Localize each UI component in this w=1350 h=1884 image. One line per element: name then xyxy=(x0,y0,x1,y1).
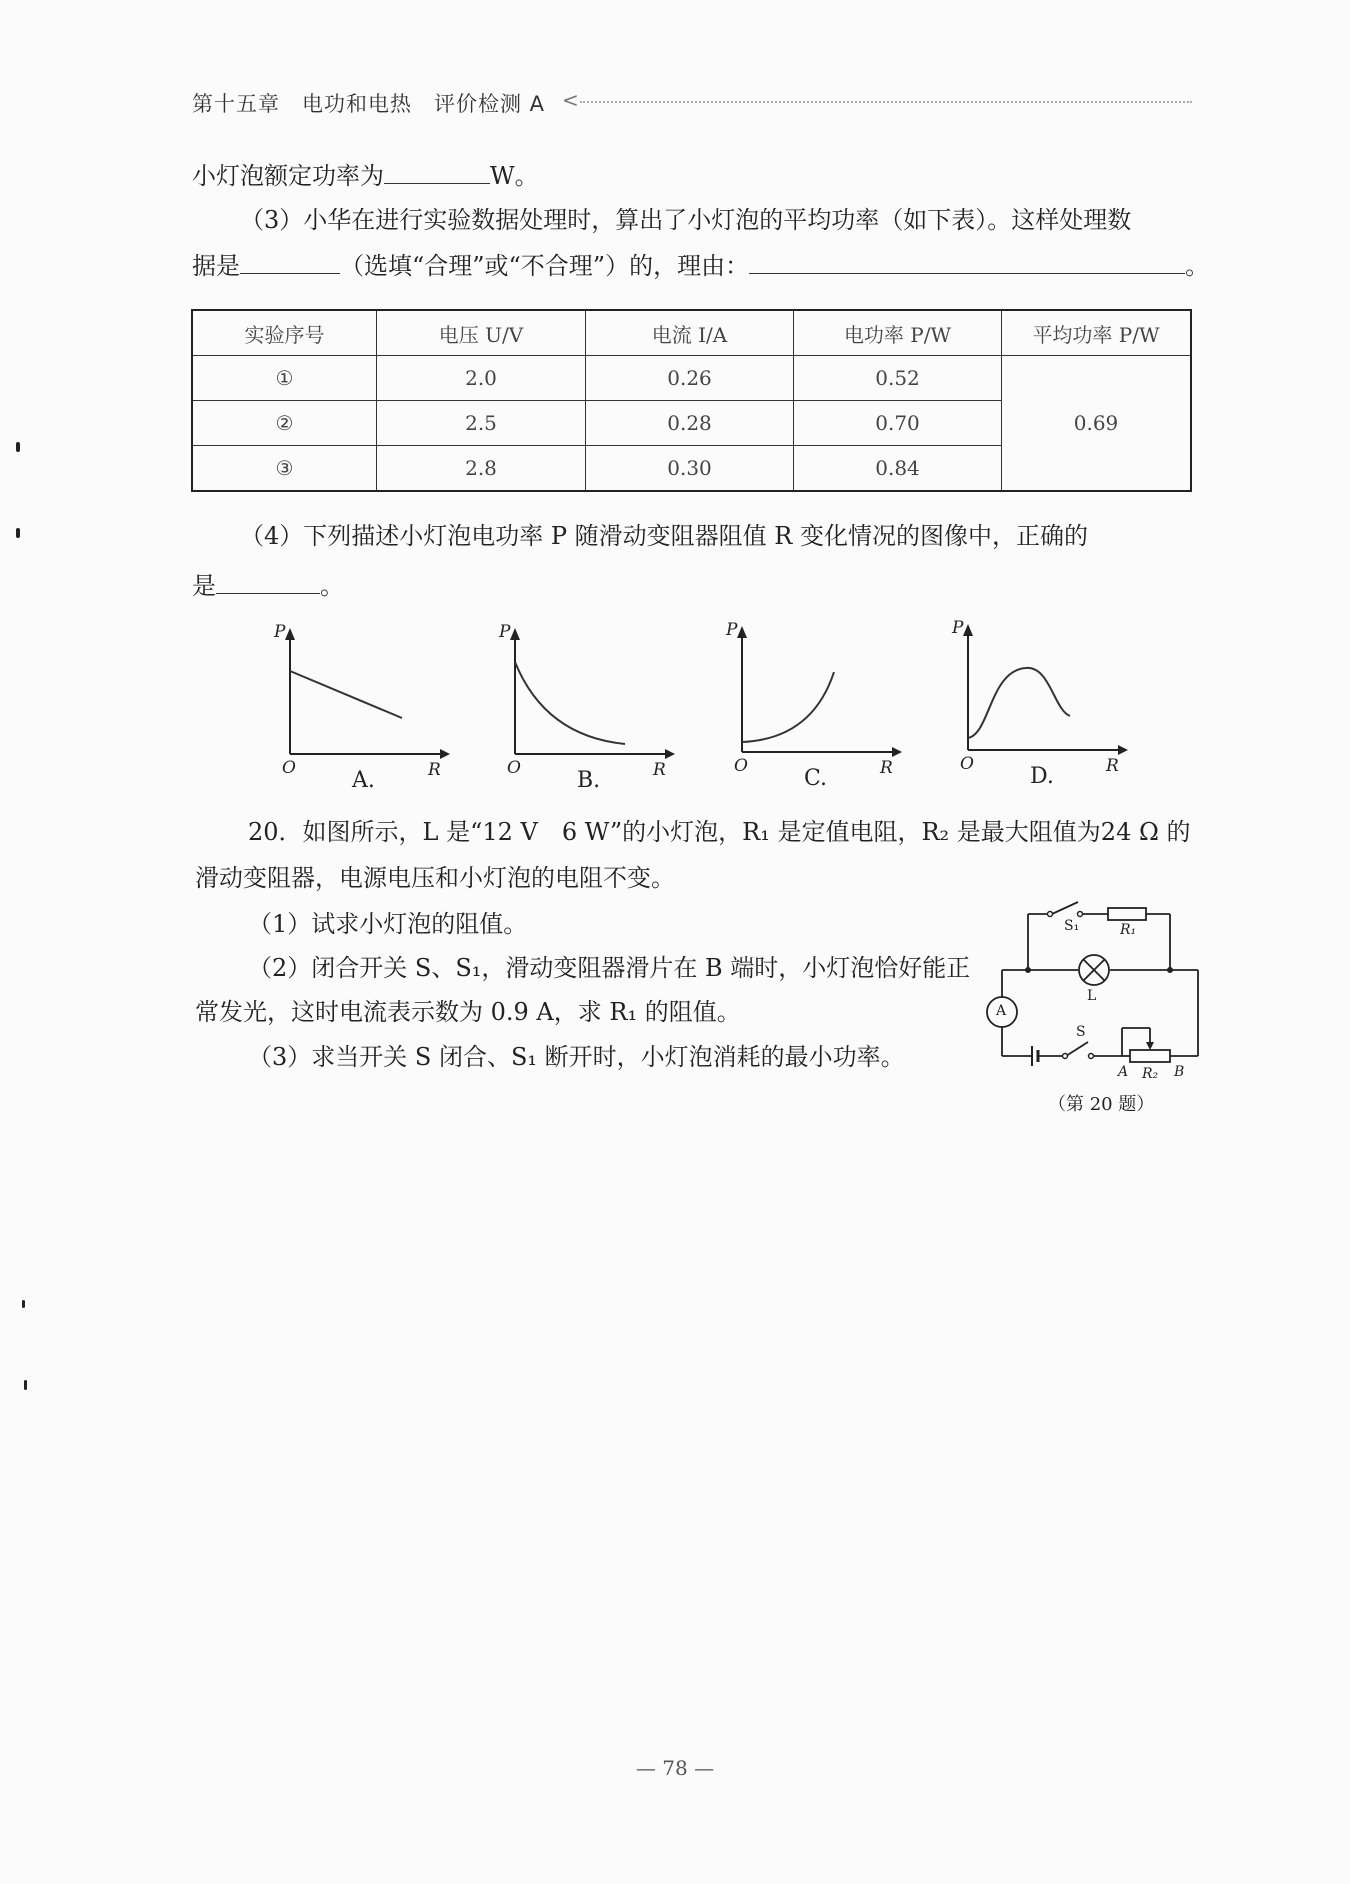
q19-part3-line1: （3）小华在进行实验数据处理时，算出了小灯泡的平均功率（如下表）。这样处理数 xyxy=(240,206,1132,234)
ammeter-label: A xyxy=(996,1003,1007,1019)
origin-label: O xyxy=(960,754,974,774)
junction-dot xyxy=(1167,967,1173,973)
table-row xyxy=(192,356,1191,401)
table-header-row xyxy=(192,310,1191,356)
graph-c xyxy=(722,620,912,794)
graph-a xyxy=(270,622,460,796)
p-label: P xyxy=(274,622,286,642)
page-header: 第十五章 电功和电热 评价检测 A xyxy=(192,92,546,116)
origin-label: O xyxy=(282,758,296,778)
table-cell: 2.8 xyxy=(377,446,586,492)
curve-d xyxy=(968,668,1070,738)
r1-label: R₁ xyxy=(1120,922,1137,938)
q20-sub1: （1）试求小灯泡的阻值。 xyxy=(248,910,528,938)
r2-label: R₂ xyxy=(1142,1066,1159,1082)
graph-d xyxy=(948,618,1138,792)
curve-c xyxy=(742,672,834,742)
r2-resistor xyxy=(1130,1050,1170,1062)
option-label: A. xyxy=(352,768,375,793)
option-label: C. xyxy=(804,766,828,791)
r-label: R xyxy=(428,760,441,780)
r-label: R xyxy=(653,760,666,780)
x-arrow xyxy=(440,749,450,759)
option-label: B. xyxy=(577,768,601,793)
table-cell: 0.84 xyxy=(794,446,1002,492)
header-cell: 电功率 P/W xyxy=(794,310,1002,356)
origin-label: O xyxy=(734,756,748,776)
x-arrow xyxy=(665,749,675,759)
rated-power-blank[interactable] xyxy=(384,161,490,184)
header-arrow: < xyxy=(562,88,579,112)
header-cell: 平均功率 P/W xyxy=(1002,310,1192,356)
scan-mark xyxy=(16,442,20,452)
header-cell: 电压 U/V xyxy=(377,310,586,356)
table-cell: ③ xyxy=(192,446,377,492)
q20-line2: 滑动变阻器，电源电压和小灯泡的电阻不变。 xyxy=(195,864,675,892)
x-arrow xyxy=(892,747,902,757)
figure-caption: （第 20 题） xyxy=(1048,1094,1155,1115)
slider-arrow xyxy=(1146,1042,1154,1050)
end-b-label: B xyxy=(1174,1064,1185,1080)
q20-sub3: （3）求当开关 S 闭合、S₁ 断开时，小灯泡消耗的最小功率。 xyxy=(248,1043,905,1071)
scan-mark xyxy=(22,1300,25,1308)
table-cell: ① xyxy=(192,356,377,401)
y-arrow xyxy=(737,626,747,638)
x-arrow xyxy=(1118,745,1128,755)
q19-part4-line1: （4）下列描述小灯泡电功率 P 随滑动变阻器阻值 R 变化情况的图像中，正确的 xyxy=(240,522,1089,550)
s1-label: S₁ xyxy=(1064,918,1080,934)
switch-contact xyxy=(1078,912,1083,917)
average-power-cell: 0.69 xyxy=(1002,356,1192,492)
graph-b xyxy=(495,622,685,796)
p-label: P xyxy=(726,620,738,640)
scan-mark xyxy=(24,1380,27,1390)
page-number: — 78 — xyxy=(635,1756,715,1780)
table-cell: 2.0 xyxy=(377,356,586,401)
p-label: P xyxy=(499,622,511,642)
r1-resistor xyxy=(1108,908,1146,920)
scan-mark xyxy=(16,528,20,538)
r-label: R xyxy=(1106,756,1119,776)
curve-a xyxy=(290,671,402,718)
s-label: S xyxy=(1076,1024,1086,1040)
y-arrow xyxy=(285,628,295,640)
table-cell: 0.28 xyxy=(586,401,794,446)
graph-answer-blank[interactable] xyxy=(216,571,320,594)
p-label: P xyxy=(952,618,964,638)
y-arrow xyxy=(510,628,520,640)
header-cell: 电流 I/A xyxy=(586,310,794,356)
r-label: R xyxy=(880,758,893,778)
table-cell: 0.26 xyxy=(586,356,794,401)
q19-line1: 小灯泡额定功率为 W。 xyxy=(192,162,539,190)
switch-s1-blade xyxy=(1052,902,1078,914)
origin-label: O xyxy=(507,758,521,778)
switch-contact xyxy=(1048,912,1053,917)
switch-s-blade xyxy=(1066,1042,1088,1056)
lamp-label: L xyxy=(1087,988,1097,1004)
option-label: D. xyxy=(1030,764,1054,789)
junction-dot xyxy=(1025,967,1031,973)
header-rule xyxy=(580,101,1192,103)
reasonable-blank[interactable] xyxy=(240,251,340,274)
table-cell: 0.30 xyxy=(586,446,794,492)
y-arrow xyxy=(963,624,973,636)
switch-contact xyxy=(1089,1054,1094,1059)
table-cell: 2.5 xyxy=(377,401,586,446)
circuit-diagram xyxy=(980,900,1210,1120)
q20-line1: 20．如图所示，L 是“12 V 6 W”的小灯泡，R₁ 是定值电阻，R₂ 是最大阻值为24 Ω 的 xyxy=(248,818,1191,846)
table-cell: 0.70 xyxy=(794,401,1002,446)
q19-part4-line2: 是 。 xyxy=(192,572,344,600)
reason-blank[interactable] xyxy=(749,251,1185,274)
curve-b xyxy=(515,662,625,744)
switch-contact xyxy=(1063,1054,1068,1059)
q19-part3-line2: 据是 （选填“合理”或“不合理”）的，理由： 。 xyxy=(192,252,1210,280)
end-a-label: A xyxy=(1118,1064,1129,1080)
q20-sub2-line1: （2）闭合开关 S、S₁，滑动变阻器滑片在 B 端时，小灯泡恰好能正 xyxy=(248,954,971,982)
data-table xyxy=(191,309,1192,492)
table-cell: 0.52 xyxy=(794,356,1002,401)
table-cell: ② xyxy=(192,401,377,446)
q20-sub2-line2: 常发光，这时电流表示数为 0.9 A，求 R₁ 的阻值。 xyxy=(195,998,741,1026)
header-cell: 实验序号 xyxy=(192,310,377,356)
